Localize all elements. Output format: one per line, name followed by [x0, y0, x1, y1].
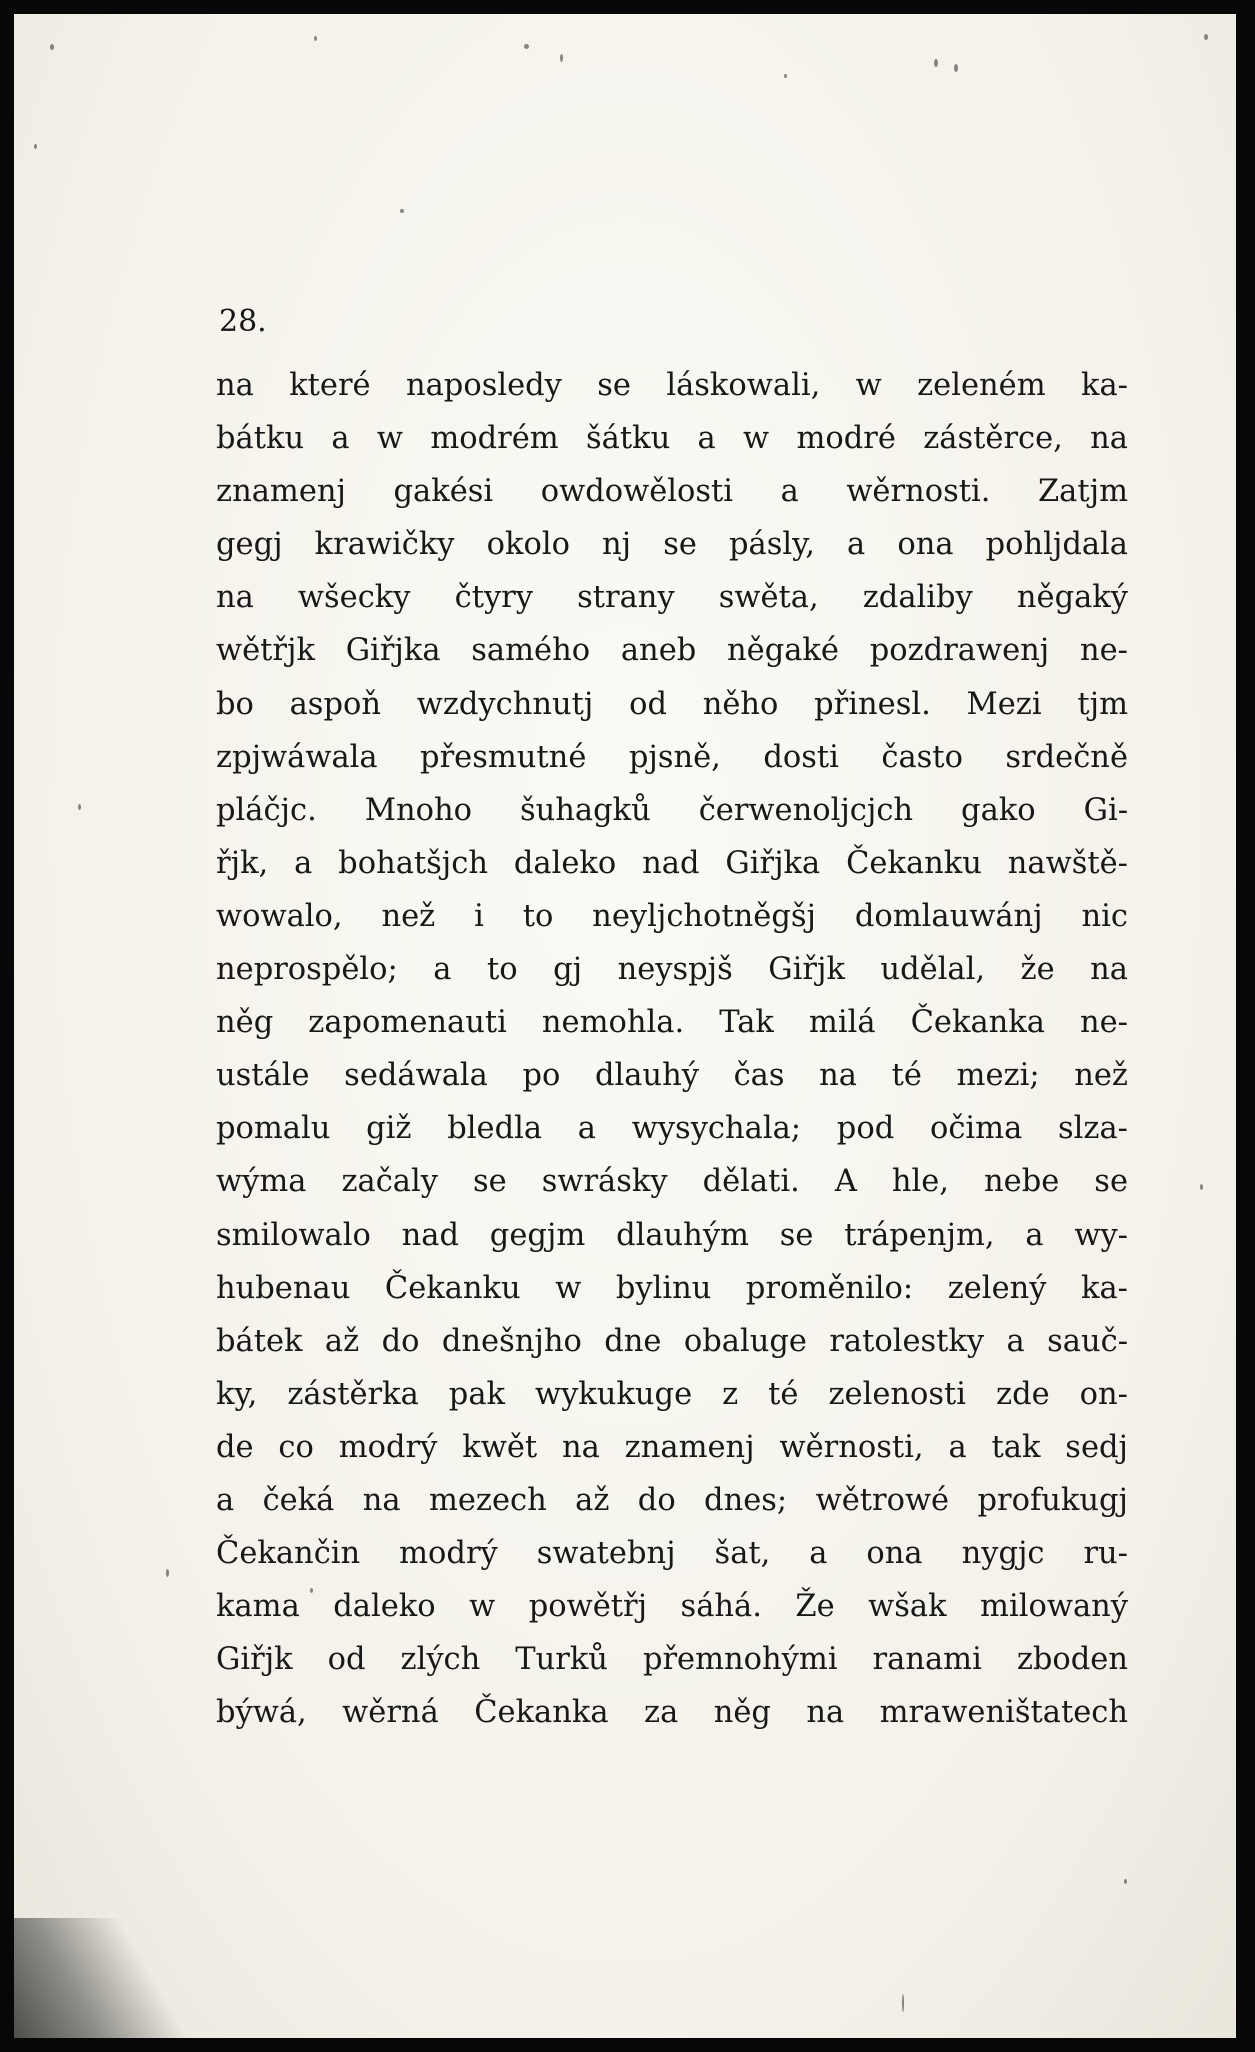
ink-speck [1200, 1184, 1203, 1190]
text-line: de co modrý kwět na znamenj wěrnosti, a tak sedj [216, 1429, 1128, 1465]
ink-speck [50, 44, 54, 50]
text-line: wětřjk Giřjka samého aneb něgaké pozdrawenj ne- [216, 633, 1128, 669]
text-line: Čekančin modrý swatebnj šat, a ona nygjc ru- [216, 1536, 1128, 1572]
text-line: smilowalo nad gegjm dlauhým se trápenjm, a wy- [216, 1217, 1128, 1253]
ink-speck [524, 44, 529, 49]
text-line: pomalu giž bledla a wysychala; pod očima slza- [216, 1111, 1128, 1147]
text-line: býwá, wěrná Čekanka za něg na mraweništatech [216, 1695, 1128, 1731]
text-line: něg zapomenauti nemohla. Tak milá Čekanka ne- [216, 1005, 1128, 1041]
ink-speck [1124, 1879, 1127, 1884]
text-line: hubenau Čekanku w bylinu proměnilo: zelený ka- [216, 1270, 1128, 1306]
ink-speck [934, 59, 938, 67]
ink-speck [954, 64, 958, 72]
book-page [14, 14, 1236, 2038]
text-line: wýma začaly se swrásky dělati. A hle, nebe se [216, 1164, 1128, 1200]
text-line: bátku a w modrém šátku a w modré zástěrce, na [216, 421, 1128, 457]
text-line: na které naposledy se láskowali, w zeleném ka- [216, 368, 1128, 403]
text-line: řjk, a bohatšjch daleko nad Giřjka Čekanku nawště- [216, 845, 1128, 881]
ink-speck [1204, 34, 1208, 40]
ink-speck [314, 36, 317, 41]
body-text [216, 359, 1128, 1739]
scan-smudge [14, 1918, 194, 2038]
ink-speck [560, 54, 563, 62]
text-line: ky, zástěrka pak wykukuge z té zelenosti zde on- [216, 1376, 1128, 1412]
text-line: Giřjk od zlých Turků přemnohými ranami zboden [216, 1642, 1128, 1678]
text-line: gegj krawičky okolo nj se pásly, a ona pohljdala [216, 527, 1128, 563]
text-line: bátek až do dnešnjho dne obaluge ratolestky a sauč- [216, 1323, 1128, 1359]
text-line: kama daleko w powětřj sáhá. Že wšak milowaný [216, 1589, 1128, 1625]
text-line: zpjwáwala přesmutné pjsně, dosti často srdečně [216, 739, 1128, 775]
text-line: znamenj gakési owdowělosti a wěrnosti. Zatjm [216, 474, 1128, 510]
text-line: wowalo, než i to neyljchotněgšj domlauwánj nic [216, 898, 1128, 934]
ink-speck [34, 144, 37, 149]
text-line: a čeká na mezech až do dnes; wětrowé profukugj [216, 1482, 1128, 1518]
text-line: na wšecky čtyry strany swěta, zdaliby něgaký [216, 580, 1128, 616]
ink-speck [400, 209, 404, 213]
text-line: pláčjc. Mnoho šuhagků čerwenoljcjch gako Gi- [216, 792, 1128, 828]
ink-speck [166, 1569, 169, 1577]
text-line: ustále sedáwala po dlauhý čas na té mezi; než [216, 1058, 1128, 1094]
ink-speck [78, 804, 81, 810]
ink-speck [902, 1994, 904, 2012]
page-number: 28. [219, 304, 267, 339]
text-line: bo aspoň wzdychnutj od něho přinesl. Mezi tjm [216, 686, 1128, 722]
text-line: neprospělo; a to gj neyspjš Giřjk udělal, že na [216, 952, 1128, 988]
ink-speck [784, 74, 787, 78]
